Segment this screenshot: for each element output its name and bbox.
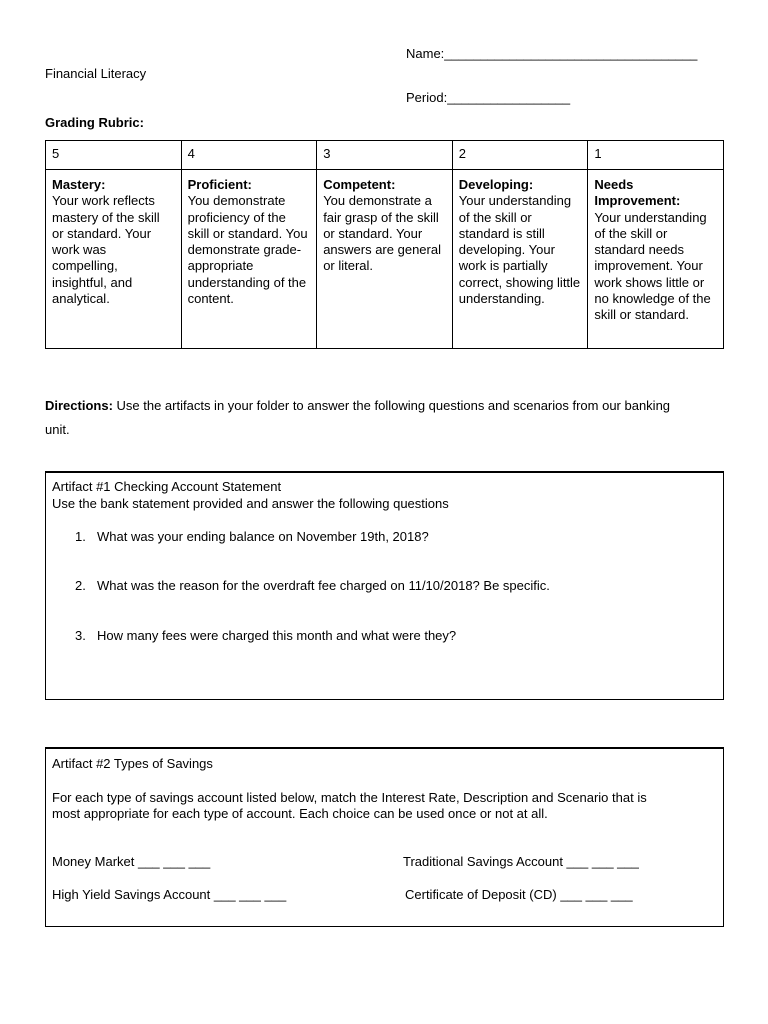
score-cell: 2 [452, 141, 588, 170]
question-item [75, 529, 429, 544]
level-description: Your understanding of the skill or standard needs improvement. Your work shows little or no knowledge of the skill or standard. [594, 209, 711, 323]
artifact-1-title: Artifact #1 Checking Account Statement [52, 479, 282, 494]
artifact-2-instruction-line-2: most appropriate for each type of account. Each choice can be used once or not at all. [52, 806, 548, 821]
directions-label: Directions: [45, 398, 113, 413]
question-number: 2. [75, 578, 86, 593]
level-description: You demonstrate proficiency of the skill or standard. You demonstrate grade-appropriate understanding of the content. [187, 193, 308, 307]
directions-text: Use the artifacts in your folder to answer the following questions and scenarios from our banking [112, 398, 671, 413]
score-cell: 3 [317, 141, 453, 170]
rubric-level-cell [317, 170, 453, 349]
question-text: What was your ending balance on November 19th, 2018? [97, 529, 429, 544]
course-title: Financial Literacy [45, 66, 147, 81]
question-text: What was the reason for the overdraft fee charged on 11/10/2018? Be specific. [97, 578, 550, 593]
rubric-title: Grading Rubric: [45, 115, 144, 130]
grading-rubric-table [45, 140, 724, 349]
level-description: Your work reflects mastery of the skill or standard. Your work was compelling, insightful, and analytical. [52, 193, 160, 307]
artifact-2-instruction-line-1: For each type of savings account listed below, match the Interest Rate, Description and Scenario that is [52, 790, 647, 805]
rubric-level-cell [181, 170, 317, 349]
score-cell: 5 [46, 141, 182, 170]
rubric-level-cell [588, 170, 724, 349]
level-name: Proficient: [187, 177, 252, 192]
artifact-2-title: Artifact #2 Types of Savings [52, 756, 213, 771]
level-name: Mastery: [52, 177, 106, 192]
directions-line-1 [45, 398, 670, 413]
level-name: Needs Improvement: [594, 177, 681, 209]
period-field-label: Period:_________________ [406, 90, 571, 105]
artifact-2-box [45, 747, 724, 927]
question-number: 3. [75, 628, 86, 643]
artifact-1-instruction: Use the bank statement provided and answer the following questions [52, 496, 449, 511]
question-item [75, 578, 550, 593]
level-description: Your understanding of the skill or standard is still developing. Your work is partially correct, showing little understanding. [458, 193, 581, 307]
rubric-level-cell [452, 170, 588, 349]
question-number: 1. [75, 529, 86, 544]
high-yield-savings-match: High Yield Savings Account ___ ___ ___ [52, 887, 287, 902]
name-field-label: Name:___________________________________ [406, 46, 698, 61]
money-market-match: Money Market ___ ___ ___ [52, 854, 211, 869]
traditional-savings-match: Traditional Savings Account ___ ___ ___ [403, 854, 639, 869]
score-cell: 4 [181, 141, 317, 170]
level-name: Developing: [458, 177, 534, 192]
score-cell: 1 [588, 141, 724, 170]
directions-line-2: unit. [45, 422, 70, 437]
rubric-description-row [46, 170, 724, 349]
question-item [75, 628, 456, 643]
question-text: How many fees were charged this month and what were they? [97, 628, 457, 643]
rubric-level-cell [46, 170, 182, 349]
level-name: Competent: [323, 177, 396, 192]
rubric-score-row [46, 141, 724, 170]
level-description: You demonstrate a fair grasp of the skill or standard. Your answers are general or literal. [323, 193, 441, 274]
certificate-of-deposit-match: Certificate of Deposit (CD) ___ ___ ___ [405, 887, 633, 902]
artifact-1-box [45, 471, 724, 700]
